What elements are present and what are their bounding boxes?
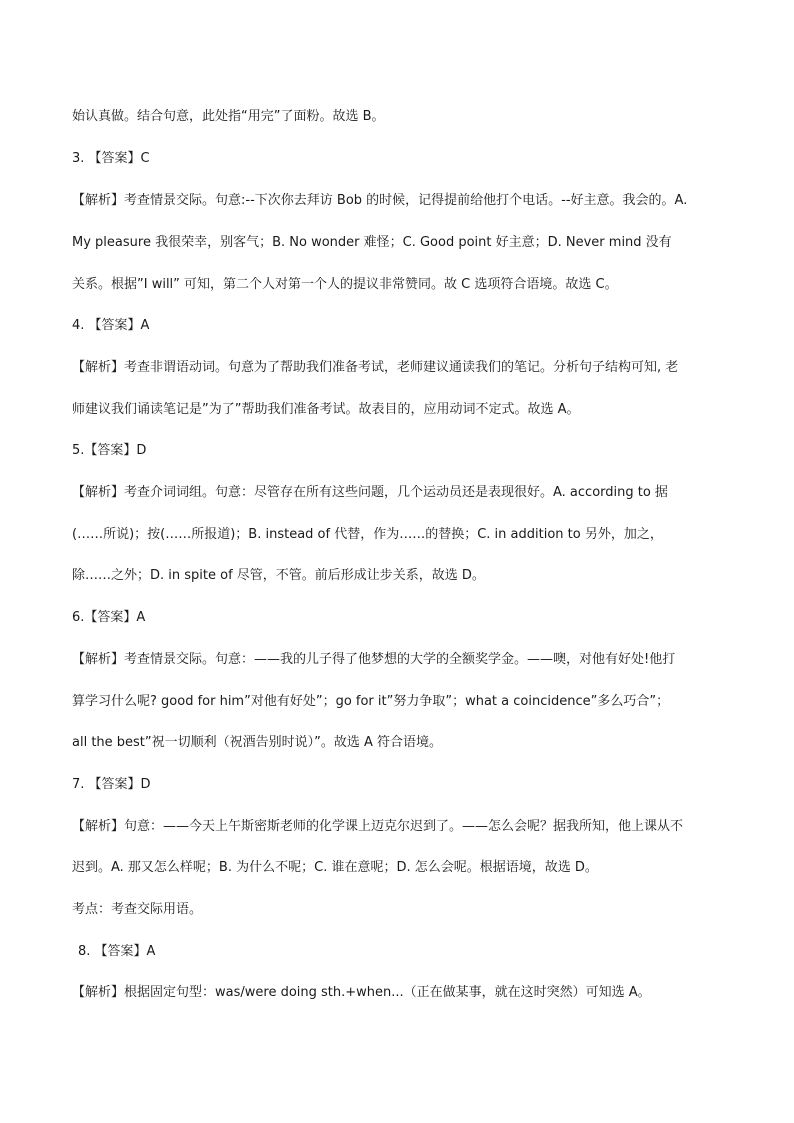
explanation-line: My pleasure 我很荣幸，别客气；B. No wonder 难怪；C. Good point 好主意；D. Never mind 没有 bbox=[72, 235, 672, 250]
explanation-line: 【解析】考查情景交际。句意：——我的儿子得了他梦想的大学的全额奖学金。——噢，对他有好处!他打 bbox=[72, 652, 676, 667]
explanation-line: 【解析】根据固定句型：was/were doing sth.+when...（正在做某事，就在这时突然）可知选 A。 bbox=[72, 985, 651, 1000]
explanation-line: 【解析】考查非谓语动词。句意为了帮助我们准备考试，老师建议通读我们的笔记。分析句子结构可知, 老 bbox=[72, 360, 679, 375]
answer-heading-5: 5.【答案】D bbox=[72, 443, 147, 458]
explanation-line: 除……之外；D. in spite of 尽管，不管。前后形成让步关系，故选 D。 bbox=[72, 568, 485, 583]
explanation-line: 【解析】考查情景交际。句意:--下次你去拜访 Bob 的时候，记得提前给他打个电话。--好主意。我会的。A. bbox=[72, 193, 688, 208]
explanation-line: 算学习什么呢? good for him”对他有好处”；go for it”努力争取”；what a coincidence”多么巧合”； bbox=[72, 694, 670, 709]
explanation-line: 【解析】考查介词词组。句意：尽管存在所有这些问题，几个运动员还是表现很好。A. according to 据 bbox=[72, 485, 668, 500]
explanation-line: 迟到。A. 那又怎么样呢；B. 为什么不呢；C. 谁在意呢；D. 怎么会呢。根据语境，故选 D。 bbox=[72, 860, 598, 875]
explanation-line: all the best”祝一切顺利（祝酒告别时说）”。故选 A 符合语境。 bbox=[72, 735, 443, 750]
answer-heading-4: 4. 【答案】A bbox=[72, 318, 150, 333]
key-point-line: 考点：考查交际用语。 bbox=[72, 902, 203, 917]
explanation-line: (……所说)；按(……所报道)；B. instead of 代替，作为……的替换；C. in addition to 另外，加之， bbox=[72, 527, 663, 542]
answer-heading-3: 3. 【答案】C bbox=[72, 151, 150, 166]
text-line: 始认真做。结合句意，此处指“用完”了面粉。故选 B。 bbox=[72, 109, 385, 124]
explanation-line: 关系。根据”I will” 可知，第二个人对第一个人的提议非常赞同。故 C 选项符合语境。故选 C。 bbox=[72, 277, 618, 292]
answer-heading-8: 8. 【答案】A bbox=[78, 944, 156, 959]
explanation-line: 【解析】句意：——今天上午斯密斯老师的化学课上迈克尔迟到了。——怎么会呢？据我所知，他上课从不 bbox=[72, 819, 684, 834]
answer-heading-6: 6.【答案】A bbox=[72, 610, 146, 625]
explanation-line: 师建议我们诵读笔记是”为了”帮助我们准备考试。故表目的，应用动词不定式。故选 A。 bbox=[72, 402, 580, 417]
answer-heading-7: 7. 【答案】D bbox=[72, 777, 151, 792]
